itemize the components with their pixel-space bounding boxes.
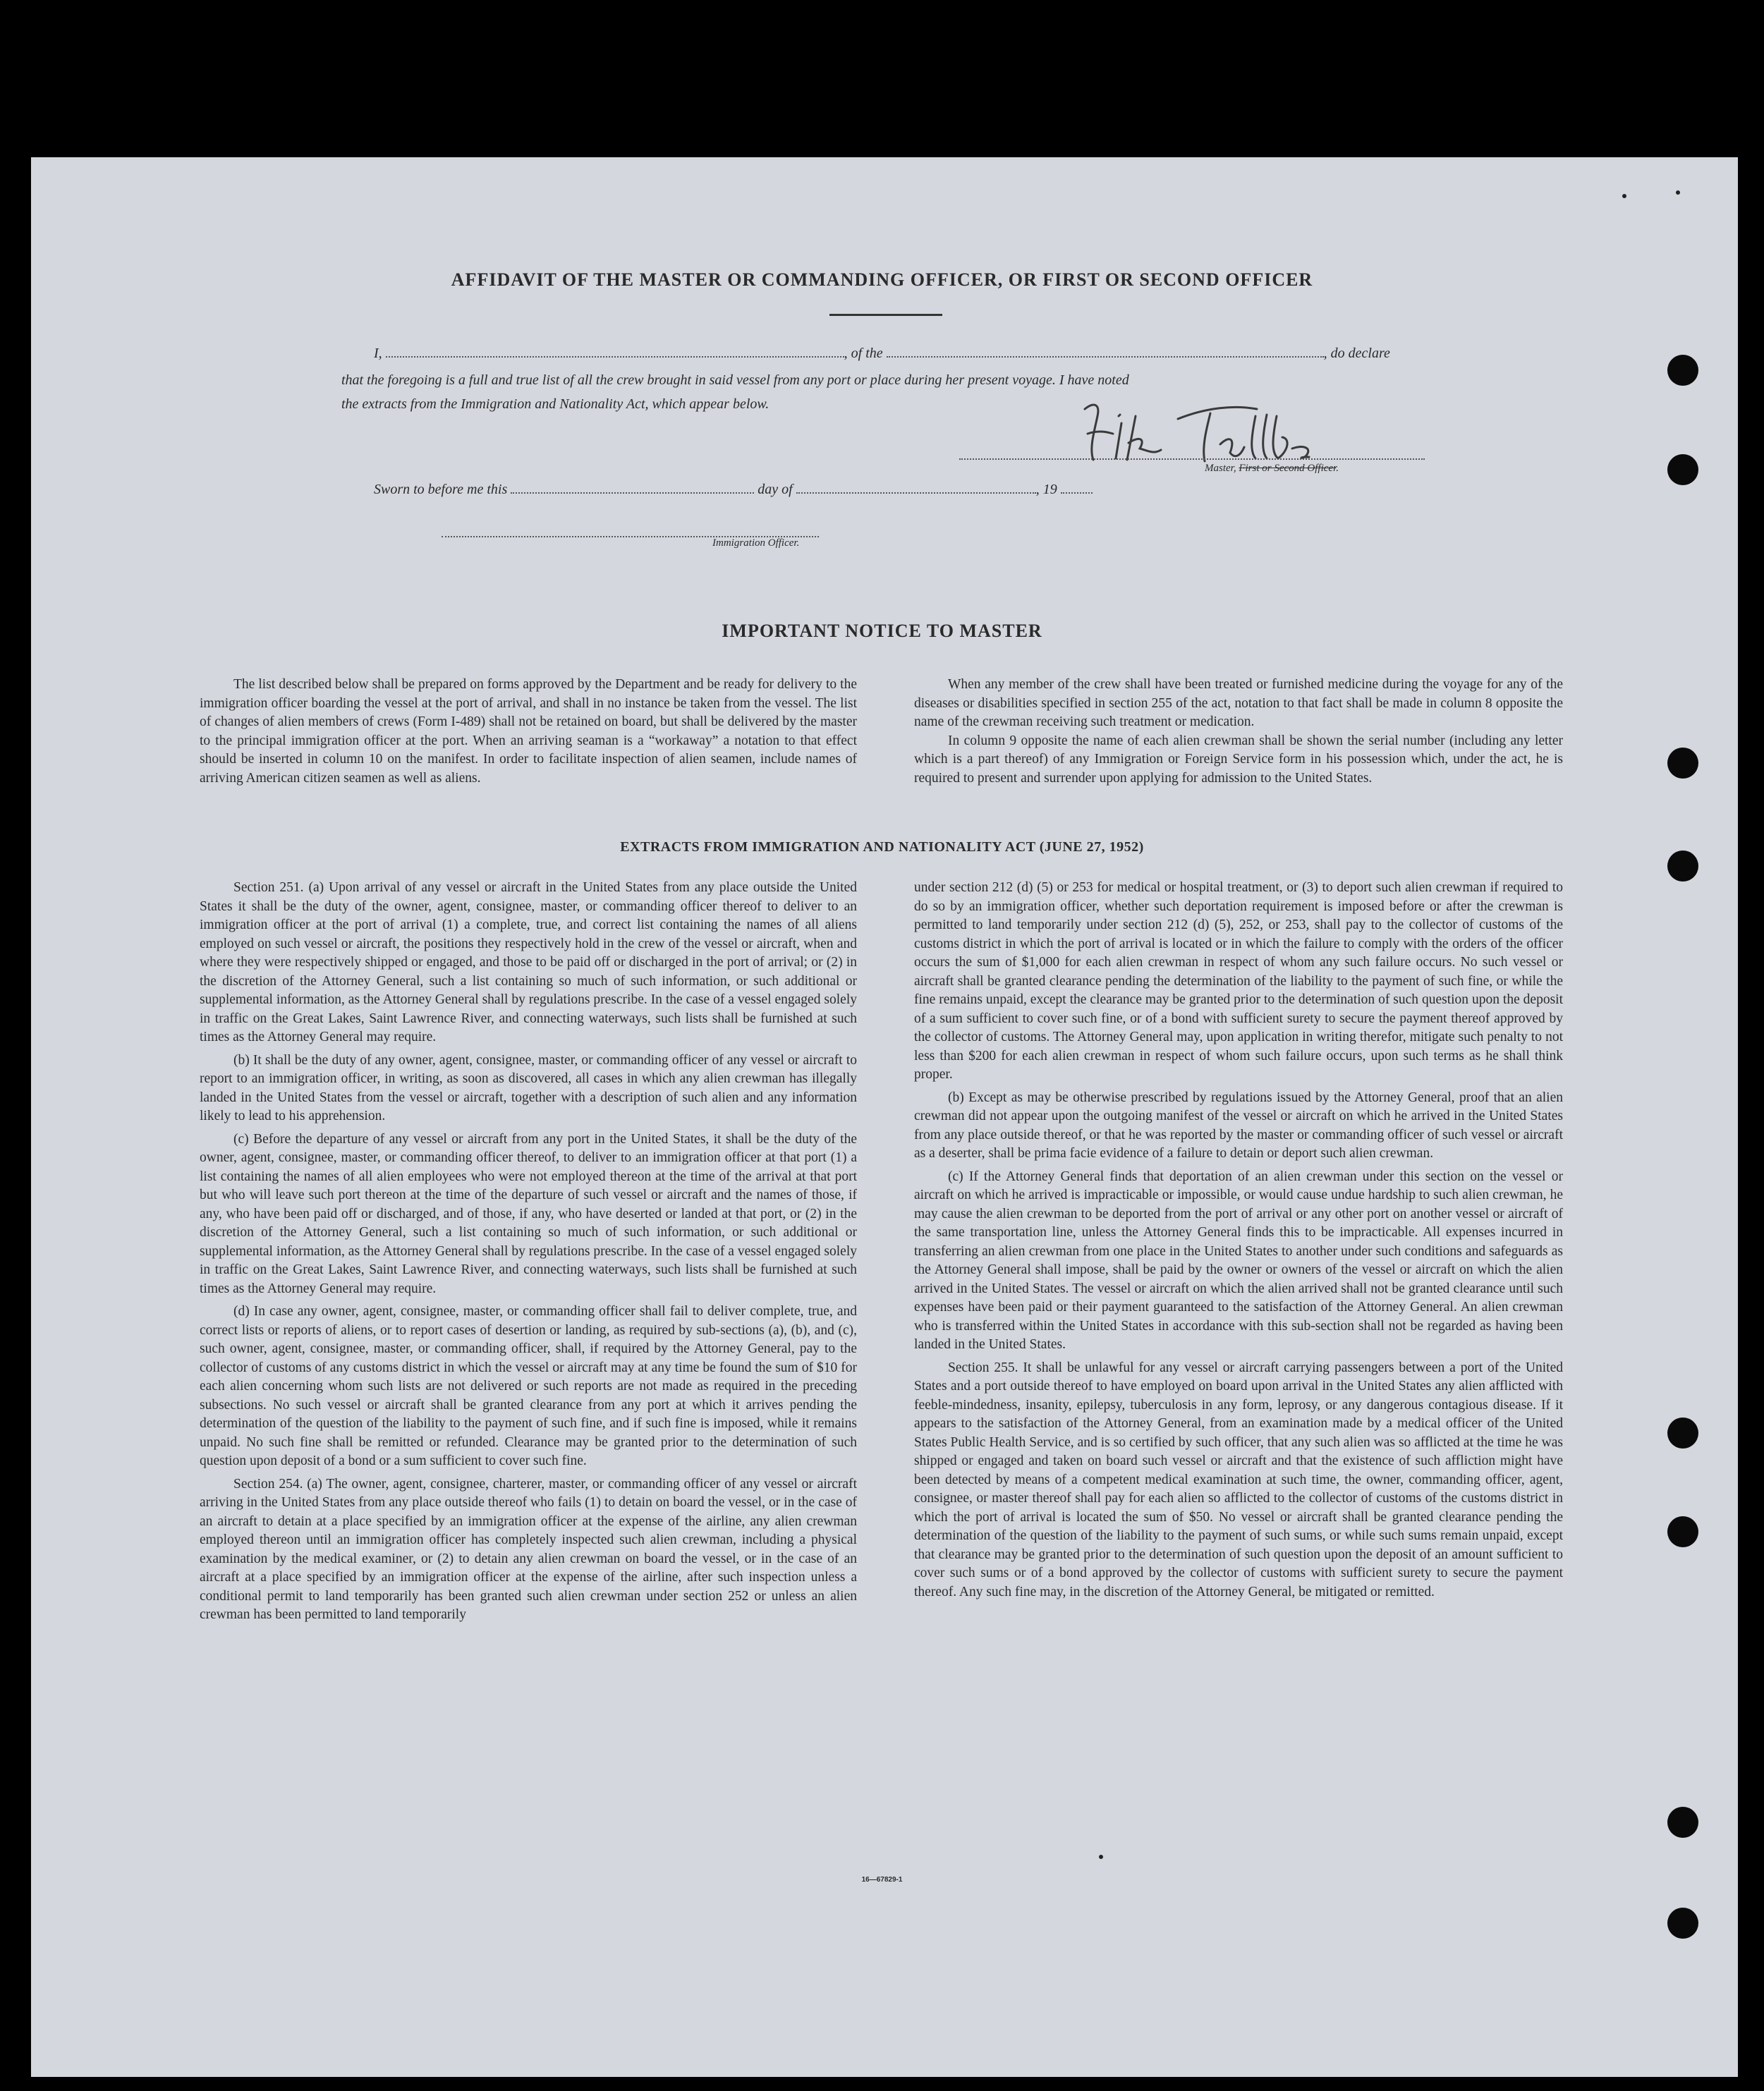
signer-master-label: Master, bbox=[1205, 463, 1236, 474]
punch-hole bbox=[1667, 748, 1698, 779]
sworn-year-field[interactable] bbox=[1061, 482, 1093, 494]
notice-right-column bbox=[914, 676, 1563, 788]
sworn-prefix: Sworn to before me this bbox=[374, 482, 508, 497]
extract-paragraph: Section 255. It shall be unlawful for any vessel or aircraft carrying passengers between a port of the United States and a port outside thereof to have employed on board upon arrival in the United States any alien afflicted with feeble-mindedness, insanity, epilepsy, tuberculosis in any form, leprosy, or any dangerous contagious disease. If it appears to the satisfaction of the Attorney General, from an examination made by a medical officer of the United States Public Health Service, and is so certified by such officer, that any such alien was so afflicted at the time he was shipped or engaged and taken on board such vessel or aircraft and that the existence of such affliction might have been detected by means of a competent medical examination at such time, the owner, commanding officer, agent, consignee, or master thereof shall pay for each alien so afflicted to the collector of customs of the customs district in which the port of arrival is located the sum of $50. No vessel or aircraft shall be granted clearance pending the determination of the question of the liability to the payment of such sums, or while such sums remain unpaid, except that clearance may be granted prior to the determination of such question upon the deposit of an amount sufficient to cover such sums or of a bond approved by the collector of customs with sufficient surety to secure the payment thereof. Any such fine may, in the discretion of the Attorney General, be mitigated or remitted. bbox=[914, 1360, 1563, 1599]
speck bbox=[1676, 190, 1680, 195]
sworn-date-field[interactable] bbox=[511, 482, 754, 494]
extract-paragraph: (c) Before the departure of any vessel or aircraft from any port in the United States, it shall be the duty of the owner, agent, consignee, master, or commanding officer thereof, to deliver to an immigration officer at that port (1) a list containing the names of all alien employees who were not employed thereon at the time of the arrival at that port but who will leave such port thereon at the time of the departure of such vessel or aircraft and the names of those, if any, who have been paid off or discharged, and of those, if any, who have deserted or landed at that port, or (2) in the discretion of the Attorney General, such a list containing so much of such information, or such additional or supplemental information, as the Attorney General shall by regulations prescribe. In the case of a vessel engaged solely in traffic on the Great Lakes, Saint Lawrence River, and connecting waterways, such lists shall be furnished at such times as the Attorney General may require. bbox=[200, 1131, 857, 1296]
punch-hole bbox=[1667, 355, 1698, 386]
notice-left-column bbox=[200, 676, 857, 788]
extracts-title: EXTRACTS FROM IMMIGRATION AND NATIONALITY ACT (JUNE 27, 1952) bbox=[620, 839, 1144, 855]
speck bbox=[1099, 1855, 1103, 1859]
extract-paragraph: (c) If the Attorney General finds that deportation of an alien crewman under this section on the vessel or aircraft on which he arrived is impracticable or impossible, or would cause undue hardship to such alien crewman, he may cause the alien crewman to be deported from the port of arrival or any other port on another vessel or aircraft of the same transportation line, unless the Attorney General finds this to be impracticable. All expenses incurred in transferring an alien crewman from one place in the United States to another under such conditions and safeguards as the Attorney General shall impose, shall be paid by the owner or owners of the vessel or aircraft on which the alien arrived in the United States. The vessel or aircraft on which the alien arrived shall not be granted clearance until such expenses have been paid or their payment guaranteed to the satisfaction of the Attorney General. An alien crewman who is transferred within the United States in accordance with this sub-section shall not be regarded as having been landed in the United States. bbox=[914, 1169, 1563, 1352]
notice-title: IMPORTANT NOTICE TO MASTER bbox=[722, 621, 1042, 641]
declaration-line-2: that the foregoing is a full and true list of all the crew brought in said vessel from any port or place during her present voyage. I have noted bbox=[341, 372, 1129, 388]
signature-mark bbox=[1072, 395, 1326, 473]
notice-paragraph: In column 9 opposite the name of each alien crewman shall be shown the serial number (including any letter which is a part thereof) of any Immigration or Foreign Service form in his possession which, under the act, he is required to present and surrender upon applying for admission to the United States. bbox=[914, 733, 1563, 786]
notice-paragraph: When any member of the crew shall have been treated or furnished medicine during the voyage for any of the diseases or disabilities specified in section 255 of the act, notation to that fact shall be made in column 8 opposite the name of the crewman receiving such treatment or medication. bbox=[914, 677, 1563, 729]
extract-paragraph: (d) In case any owner, agent, consignee, master, or commanding officer shall fail to deliver complete, true, and correct lists or reports of aliens, or to report cases of desertion or landing, as required by sub-sections (a), (b), and (c), such owner, agent, consignee, master, or commanding officer, shall, if required by the Attorney General, pay to the collector of customs of any customs district in which the vessel or aircraft may at any time be found the sum of $10 for each alien concerning whom such lists are not delivered or such reports are not made as required in the preceding subsections. No such vessel or aircraft shall be granted clearance from any port at which it arrives pending the determination of the question of the liability to the payment of such fine, and if such fine is imposed, while it remains unpaid. No such fine shall be remitted or refunded. Clearance may be granted prior to the determination of such question upon deposit of a bond or a sum sufficient to cover such fine. bbox=[200, 1304, 857, 1468]
signer-title bbox=[1205, 463, 1339, 475]
declarant-prefix: I, bbox=[374, 346, 382, 361]
vessel-name-field[interactable] bbox=[887, 346, 1324, 358]
declaration-line-3: the extracts from the Immigration and Nationality Act, which appear below. bbox=[341, 396, 770, 412]
extract-paragraph: (b) Except as may be otherwise prescribed by regulations issued by the Attorney General, proof that an alien crewman did not appear upon the outgoing manifest of the vessel or aircraft on which he arrived in the United States from any place outside thereof, or that he was reported by the master or commanding officer of such vessel or aircraft as a deserter, shall be prima facie evidence of a failure to detain or deport such alien crewman. bbox=[914, 1090, 1563, 1161]
punch-hole bbox=[1667, 1516, 1698, 1547]
sworn-year-label: , 19 bbox=[1035, 482, 1057, 497]
speck bbox=[1622, 194, 1626, 198]
extract-paragraph: under section 212 (d) (5) or 253 for medical or hospital treatment, or (3) to deport such alien crewman if required to do so by an immigration officer, whether such deportation requirement is imposed before or after the crewman is permitted to land temporarily under section 212 (d) (5), 252, or 253, shall pay to the collector of customs of the customs district in which the port of arrival is located or in which the failure to comply with the orders of the officer occurs the sum of $1,000 for each alien crewman in respect of whom any such failure occurs. No such vessel or aircraft shall be granted clearance pending the determination of the liability to the payment of such fine, or while the fine remains unpaid, except the clearance may be granted prior to the determination of such question upon the deposit of a sum sufficient to cover such fine, or of a bond with sufficient surety to secure the payment thereof approved by the collector of customs. The Attorney General may, upon application in writing therefor, mitigate such penalty to not less than $200 for each alien crewman in respect of whom such failure occurs, upon such terms as he shall think proper. bbox=[914, 880, 1563, 1082]
punch-hole bbox=[1667, 1418, 1698, 1449]
declare-suffix: , do declare bbox=[1323, 346, 1390, 361]
extracts-right-column bbox=[914, 879, 1563, 1602]
sworn-day-label: day of bbox=[758, 482, 793, 497]
signer-struck-label: First or Second Officer bbox=[1239, 463, 1337, 474]
declarant-name-field[interactable] bbox=[386, 346, 844, 358]
signature-line bbox=[959, 449, 1425, 460]
extracts-left-column bbox=[200, 879, 857, 1625]
affidavit-title: AFFIDAVIT OF THE MASTER OR COMMANDING OFFICER, OR FIRST OR SECOND OFFICER bbox=[451, 269, 1313, 290]
notice-paragraph: The list described below shall be prepared on forms approved by the Department and be ready for delivery to the immigration officer boarding the vessel at the port of arrival, and shall in no instance be taken from the vessel. The list of changes of alien members of crews (Form I-489) shall not be retained on board, but shall be delivered by the master to the principal immigration officer at the port. When an arriving seaman is a “workaway” a notation to that effect should be inserted in column 10 on the manifest. In order to facilitate inspection of alien seamen, include names of arriving American citizen seamen as well as aliens. bbox=[200, 677, 857, 786]
officer-signature-line bbox=[442, 526, 819, 537]
title-rule bbox=[829, 314, 942, 316]
officer-label: Immigration Officer. bbox=[712, 537, 800, 549]
sworn-line bbox=[374, 482, 1093, 498]
sworn-month-field[interactable] bbox=[796, 482, 1036, 494]
punch-hole bbox=[1667, 454, 1698, 485]
punch-hole bbox=[1667, 1807, 1698, 1838]
declaration-line-1 bbox=[374, 346, 1390, 362]
vessel-prefix: , of the bbox=[844, 346, 883, 361]
extract-paragraph: (b) It shall be the duty of any owner, agent, consignee, master, or commanding officer of any vessel or aircraft to report to an immigration officer, in writing, as soon as discovered, all cases in which any alien crewman has illegally landed in the United States from the vessel or aircraft, together with a description of such alien and any information likely to lead to his apprehension. bbox=[200, 1052, 857, 1123]
form-number: 16—67829-1 bbox=[861, 1876, 903, 1884]
signer-period: . bbox=[1336, 463, 1339, 474]
extract-paragraph: Section 254. (a) The owner, agent, consignee, charterer, master, or commanding officer of any vessel or aircraft arriving in the United States from any place outside thereof who fails (1) to detain on board the vessel, or in the case of an aircraft to detain at a place specified by an immigration officer at the expense of the airline, any alien crewman employed thereon until an immigration officer has completely inspected such alien crewman, including a physical examination by the medical examiner, or (2) to detain any alien crewman on board the vessel, or in the case of an aircraft at a place specified by an immigration officer at the expense of the airline, after such inspection unless a conditional permit to land temporarily has been granted such alien crewman under section 252 or unless an alien crewman has been permitted to land temporarily bbox=[200, 1476, 857, 1622]
extract-paragraph: Section 251. (a) Upon arrival of any vessel or aircraft in the United States from any place outside the United States it shall be the duty of the owner, agent, consignee, master, or commanding officer thereof to deliver to an immigration officer at the port of arrival (1) a complete, true, and correct list containing the names of all aliens employed on such vessel or aircraft, the positions they respectively hold in the crew of the vessel or aircraft, when and where they were respectively shipped or engaged, and those to be paid off or discharged in the port of arrival; or (2) in the discretion of the Attorney General, such a list containing so much of such information, or such additional or supplemental information, as the Attorney General shall by regulations prescribe. In the case of a vessel engaged solely in traffic on the Great Lakes, Saint Lawrence River, and connecting waterways, such lists shall be furnished at such times as the Attorney General may require. bbox=[200, 880, 857, 1044]
punch-hole bbox=[1667, 1908, 1698, 1939]
